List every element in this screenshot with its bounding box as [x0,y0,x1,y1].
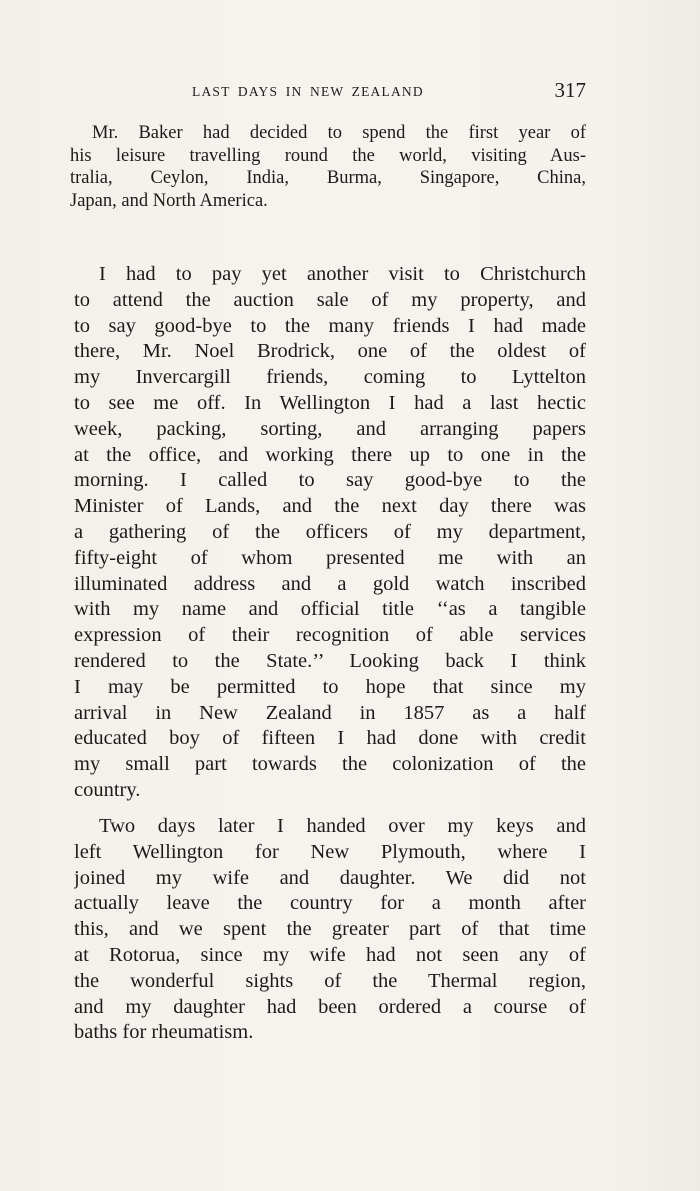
text-line: to say good-bye to the many friends I had made [74,314,586,337]
text-line: to see me off. In Wellington I had a last hectic [74,391,586,414]
text-line: at Rotorua, since my wife had not seen any of [74,943,586,966]
text-line: this, and we spent the greater part of that time [74,918,586,941]
text-line: I may be permitted to hope that since my [74,675,586,698]
running-head [74,78,586,106]
text-line: and my daughter had been ordered a course of [74,995,586,1018]
text-line: week, packing, sorting, and arranging papers [74,417,586,440]
text-line: there, Mr. Noel Brodrick, one of the oldest of [74,340,586,363]
text-line: a gathering of the officers of my department, [74,520,586,543]
text-line: my Invercargill friends, coming to Lyttelton [74,366,586,389]
text-line: rendered to the State.’’ Looking back I think [74,649,586,672]
text-line: actually leave the country for a month after [74,892,586,915]
quote-line: Mr. Baker had decided to spend the first year of [92,123,586,143]
text-line: illuminated address and a gold watch inscribed [74,572,586,595]
text-line: arrival in New Zealand in 1857 as a half [74,701,586,724]
running-title: LAST DAYS IN NEW ZEALAND [192,84,424,99]
quoted-passage [70,122,586,212]
text-line: educated boy of fifteen I had done with credit [74,727,586,750]
text-line: at the office, and working there up to one in the [74,443,586,466]
text-line: with my name and official title ‘‘as a tangible [74,598,586,621]
quote-line: his leisure travelling round the world, visiting Aus- [70,145,586,166]
text-line: baths for rheumatism. [74,1021,254,1044]
text-line: Minister of Lands, and the next day there was [74,495,586,518]
text-line: expression of their recognition of able services [74,624,586,647]
text-line: Two days later I handed over my keys and [99,815,586,837]
text-line: to attend the auction sale of my property, and [74,288,586,311]
quote-line: Japan, and North America. [70,190,268,211]
text-line: morning. I called to say good-bye to the [74,469,586,492]
text-line: fifty-eight of whom presented me with an [74,546,586,569]
text-line: the wonderful sights of the Thermal region, [74,969,586,992]
text-line: joined my wife and daughter. We did not [74,866,586,889]
quote-line: tralia, Ceylon, India, Burma, Singapore, China, [70,168,586,188]
text-line: left Wellington for New Plymouth, where I [74,840,586,863]
paragraph-departure [74,814,586,1046]
text-line: country. [74,778,141,801]
text-line: I had to pay yet another visit to Christchurch [99,263,586,285]
text-line: my small part towards the colonization of the [74,753,586,776]
paragraph-christchurch-visit [74,262,586,804]
page-number: 317 [554,78,586,102]
